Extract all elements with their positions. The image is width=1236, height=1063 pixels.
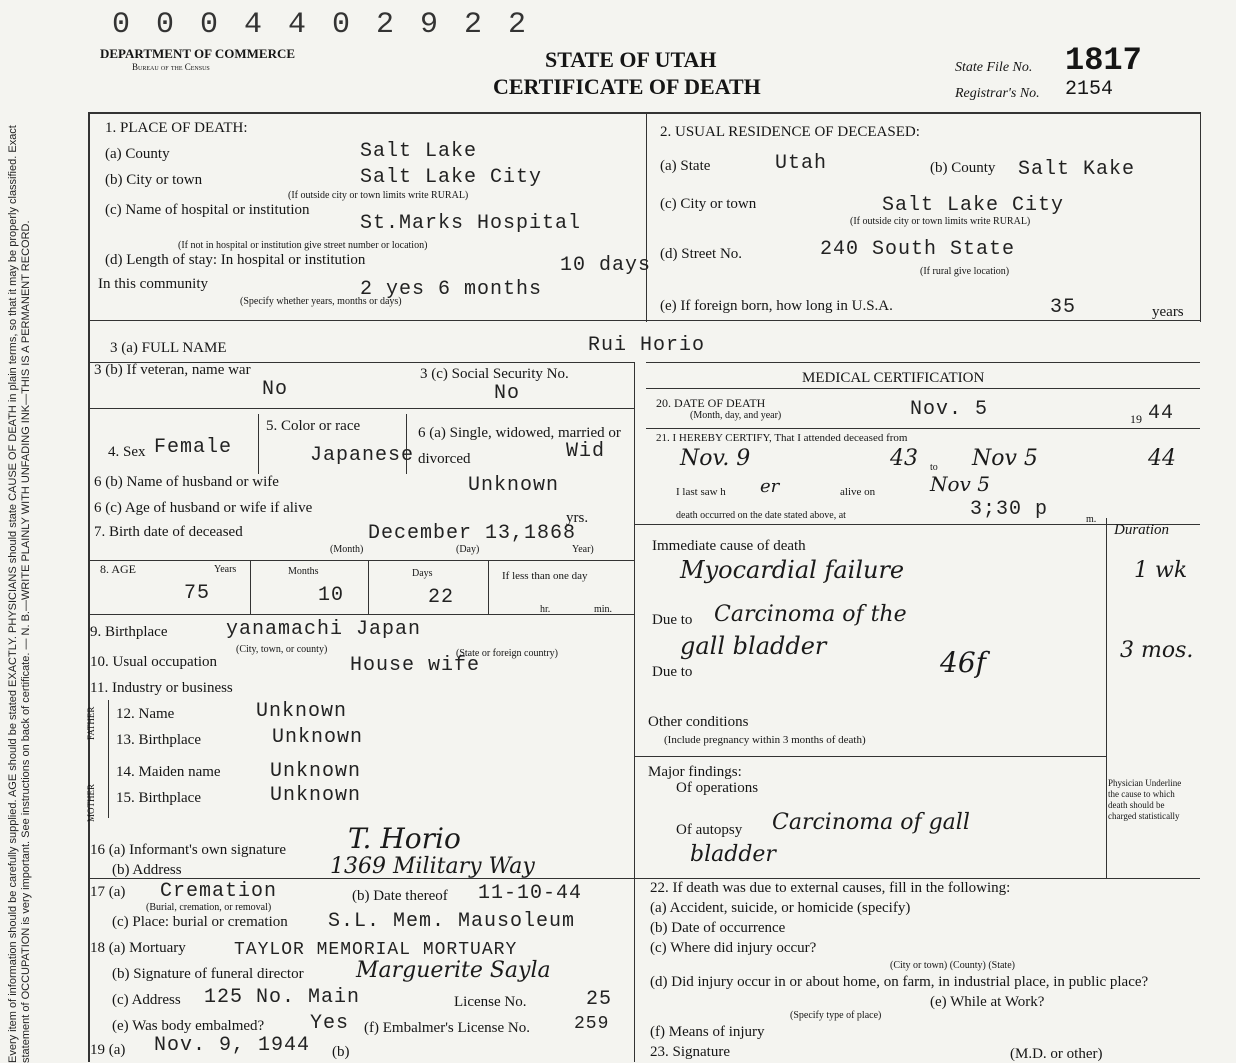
sex-value: Female (154, 436, 233, 459)
industry-label: 11. Industry or business (90, 680, 233, 696)
full-name-value: Rui Horio (588, 334, 706, 357)
informant-signature-label: 16 (a) Informant's own signature (90, 842, 286, 858)
pod-hospital-label: (c) Name of hospital or institution (105, 202, 310, 218)
license-value: 25 (586, 988, 613, 1011)
operations-label: Of operations (676, 780, 759, 796)
burial-date-label: (b) Date thereof (352, 888, 448, 904)
less-than-day-note: If less than one day (502, 570, 588, 582)
external-e-label: (e) While at Work? (930, 994, 1045, 1010)
license-label: License No. (454, 994, 527, 1010)
state-file-label: State File No. (955, 60, 1033, 75)
attended-to-label: to (930, 462, 938, 473)
residence-heading: 2. USUAL RESIDENCE OF DECEASED: (660, 124, 920, 140)
mother-maiden-label: 14. Maiden name (116, 764, 221, 780)
color-value: Japanese (310, 444, 415, 467)
signature-label: 23. Signature (650, 1044, 730, 1060)
external-f-label: (f) Means of injury (650, 1024, 765, 1040)
res-years-label: years (1152, 304, 1184, 320)
res-county-label: (b) County (930, 160, 996, 176)
last-saw-her: er (760, 476, 780, 497)
embalmed-label: (e) Was body embalmed? (112, 1018, 265, 1034)
pod-specify-note: (Specify whether years, months or days) (240, 296, 402, 307)
external-c-note: (City or town) (County) (State) (890, 960, 1015, 971)
immediate-cause-label: Immediate cause of death (652, 538, 806, 554)
pod-county-value: Salt Lake (360, 140, 478, 163)
due-to-label-2: Due to (652, 664, 693, 680)
birthplace-label: 9. Birthplace (90, 624, 168, 640)
res-city-value: Salt Lake City (882, 194, 1065, 217)
bureau-label: Bureau of the Census (132, 62, 210, 72)
embalmed-value: Yes (310, 1012, 350, 1035)
attended-to-value: Nov 5 (972, 446, 1038, 471)
external-a-label: (a) Accident, suicide, or homicide (specify) (650, 900, 911, 916)
years-header: Years (214, 564, 237, 575)
birth-date-value: December 13,1868 (368, 522, 577, 545)
birthplace-note: (City, town, or county) (236, 644, 328, 655)
mother-side-label: MOTHER (86, 784, 96, 822)
occupation-value: House wife (350, 654, 481, 677)
physician-underline-note: Physician Underline the cause to which death should be charged statistically (1108, 778, 1182, 821)
age-years-value: 75 (184, 582, 211, 605)
pod-community-label: In this community (98, 276, 208, 292)
embalmer-license-label: (f) Embalmer's License No. (364, 1020, 530, 1036)
other-conditions-note: (Include pregnancy within 3 months of death) (664, 734, 866, 746)
alive-on-value: Nov 5 (930, 472, 990, 496)
hr-label: hr. (540, 604, 551, 615)
state-file-number: 1817 (1065, 42, 1142, 79)
mother-maiden-value: Unknown (270, 760, 362, 783)
occupation-label: 10. Usual occupation (90, 654, 218, 670)
death-date-label: 20. DATE OF DEATH (656, 396, 766, 410)
birthplace-value: yanamachi Japan (226, 618, 422, 641)
yrs-label: yrs. (566, 510, 589, 526)
birth-date-label: 7. Birth date of deceased (94, 524, 243, 540)
place-of-death-heading: 1. PLACE OF DEATH: (105, 120, 248, 136)
attended-from-year: 43 (890, 446, 918, 471)
external-b-label: (b) Date of occurrence (650, 920, 786, 936)
res-state-value: Utah (775, 152, 828, 175)
informant-address-label: (b) Address (112, 862, 182, 878)
mortuary-address-value: 125 No. Main (204, 986, 361, 1009)
burial-value: Cremation (160, 880, 278, 903)
filed-label: 19 (a) (90, 1042, 126, 1058)
mortuary-address-label: (c) Address (112, 992, 181, 1008)
informant-signature: T. Horio (348, 822, 461, 855)
res-foreign-value: 35 (1050, 296, 1077, 319)
due-to-value: Carcinoma of the (714, 602, 907, 627)
embalmer-license-value: 259 (574, 1014, 610, 1034)
external-d-label: (d) Did injury occur in or about home, on farm, in industrial place, in public place? (650, 974, 1149, 990)
father-side-label: FATHER (86, 706, 96, 740)
immediate-cause-value: Myocardial failure (680, 556, 905, 584)
husband-value: Unknown (468, 474, 560, 497)
birth-day-note: (Day) (456, 544, 480, 555)
death-time-value: 3;30 p (970, 498, 1049, 521)
marital-value: Wid (566, 440, 606, 463)
mortuary-label: 18 (a) Mortuary (90, 940, 186, 956)
due-to-number: 46f (940, 646, 986, 679)
burial-place-value: S.L. Mem. Mausoleum (328, 910, 576, 933)
sidebar-instructions: Every item of information should be carefully supplied. AGE should be stated EXACTLY. PHYSICIANS should state CAUSE OF DEATH in plain terms, so that it may be properly classified. Exact statement of OCCUPATION is very important. See instructions on back of certificate. — N. B.—WRITE PLAINLY WITH UNFADING INK—THIS IS A PERMANENT RECORD. (7, 125, 32, 1063)
filed-value: Nov. 9, 1944 (154, 1034, 311, 1057)
registrar-number: 2154 (1065, 78, 1114, 101)
due-to-value-2: gall bladder (680, 632, 827, 660)
marital-label: 6 (a) Single, widowed, married or divorced (418, 425, 621, 467)
mortuary-value: TAYLOR MEMORIAL MORTUARY (234, 940, 518, 960)
pod-city-note: (If outside city or town limits write RURAL) (288, 190, 469, 201)
ssn-label: 3 (c) Social Security No. (420, 366, 569, 382)
attended-from-value: Nov. 9 (680, 446, 751, 471)
md-label: (M.D. or other) (1010, 1046, 1103, 1062)
res-state-label: (a) State (660, 158, 711, 174)
veteran-label: 3 (b) If veteran, name war (94, 362, 251, 378)
age-label: 8. AGE (100, 562, 136, 576)
major-findings-label: Major findings: (648, 764, 742, 780)
husband-label: 6 (b) Name of husband or wife (94, 474, 279, 490)
days-header: Days (412, 568, 433, 579)
age-days-value: 22 (428, 586, 455, 609)
father-name-label: 12. Name (116, 706, 175, 722)
death-date-value: Nov. 5 (910, 398, 989, 421)
birth-year-note: Year) (572, 544, 594, 555)
burial-label: 17 (a) (90, 884, 126, 900)
serial-number: 0 0 0 4 4 0 2 9 2 2 (112, 8, 531, 42)
director-signature-label: (b) Signature of funeral director (112, 966, 304, 982)
document-title: CERTIFICATE OF DEATH (493, 74, 761, 99)
certify-statement: 21. I HEREBY CERTIFY, That I attended deceased from (656, 432, 908, 444)
immediate-duration-value: 1 wk (1134, 558, 1188, 583)
birthplace-note-2: (State or foreign country) (456, 648, 558, 659)
external-note: (Specify type of place) (790, 1010, 882, 1021)
res-foreign-label: (e) If foreign born, how long in U.S.A. (660, 298, 893, 314)
husband-age-label: 6 (c) Age of husband or wife if alive (94, 500, 313, 516)
death-date-note: (Month, day, and year) (690, 410, 782, 421)
burial-place-label: (c) Place: burial or cremation (112, 914, 288, 930)
autopsy-value-2: bladder (690, 842, 776, 867)
pod-city-label: (b) City or town (105, 172, 203, 188)
due-to-duration-value: 3 mos. (1120, 638, 1194, 663)
director-signature: Marguerite Sayla (356, 958, 551, 983)
res-city-note: (If outside city or town limits write RURAL) (850, 216, 1031, 227)
months-header: Months (288, 566, 319, 577)
min-label: min. (594, 604, 613, 615)
pod-city-value: Salt Lake City (360, 166, 543, 189)
pod-community-value: 2 yes 6 months (360, 278, 543, 301)
department-label: DEPARTMENT OF COMMERCE (100, 46, 296, 61)
death-year-value: 44 (1148, 402, 1175, 425)
due-to-label: Due to (652, 612, 693, 628)
ssn-value: No (494, 382, 521, 405)
sex-label: 4. Sex (108, 444, 146, 460)
veteran-value: No (262, 378, 289, 401)
pod-stay-value: 10 days (560, 254, 652, 277)
last-saw-label: I last saw h (676, 486, 726, 498)
age-months-value: 10 (318, 584, 345, 607)
res-city-label: (c) City or town (660, 196, 757, 212)
autopsy-label: Of autopsy (676, 822, 743, 838)
filed-b-label: (b) (332, 1044, 350, 1060)
father-name-value: Unknown (256, 700, 348, 723)
mother-birthplace-value: Unknown (270, 784, 362, 807)
full-name-label: 3 (a) FULL NAME (110, 340, 227, 356)
mother-birthplace-label: 15. Birthplace (116, 790, 201, 806)
pod-county-label: (a) County (105, 146, 170, 162)
external-c-label: (c) Where did injury occur? (650, 940, 817, 956)
alive-on-label: alive on (840, 486, 876, 498)
death-year-prefix: 19 (1130, 412, 1142, 426)
document-title-state: STATE OF UTAH (545, 47, 717, 72)
father-birthplace-value: Unknown (272, 726, 364, 749)
res-street-label: (d) Street No. (660, 246, 743, 262)
death-time-m: m. (1086, 514, 1097, 525)
res-street-value: 240 South State (820, 238, 1016, 261)
other-conditions-label: Other conditions (648, 714, 749, 730)
pod-stay-label: (d) Length of stay: In hospital or institution (105, 252, 366, 268)
burial-note: (Burial, cremation, or removal) (146, 902, 272, 913)
external-causes-label: 22. If death was due to external causes, fill in the following: (650, 880, 1011, 896)
color-label: 5. Color or race (266, 418, 361, 434)
father-birthplace-label: 13. Birthplace (116, 732, 201, 748)
attended-to-year: 44 (1148, 446, 1176, 471)
autopsy-value: Carcinoma of gall (772, 810, 970, 835)
death-occurred-label: death occurred on the date stated above, at (676, 510, 846, 521)
informant-address-value: 1369 Military Way (330, 854, 535, 879)
registrar-label: Registrar's No. (955, 86, 1040, 101)
duration-header: Duration (1114, 522, 1170, 538)
pod-hospital-value: St.Marks Hospital (360, 212, 582, 235)
medical-certification-heading: MEDICAL CERTIFICATION (802, 370, 985, 386)
birth-month-note: (Month) (330, 544, 364, 555)
res-county-value: Salt Kake (1018, 158, 1136, 181)
pod-hospital-note: (If not in hospital or institution give street number or location) (178, 240, 428, 251)
burial-date-value: 11-10-44 (478, 882, 583, 905)
res-street-note: (If rural give location) (920, 266, 1010, 277)
